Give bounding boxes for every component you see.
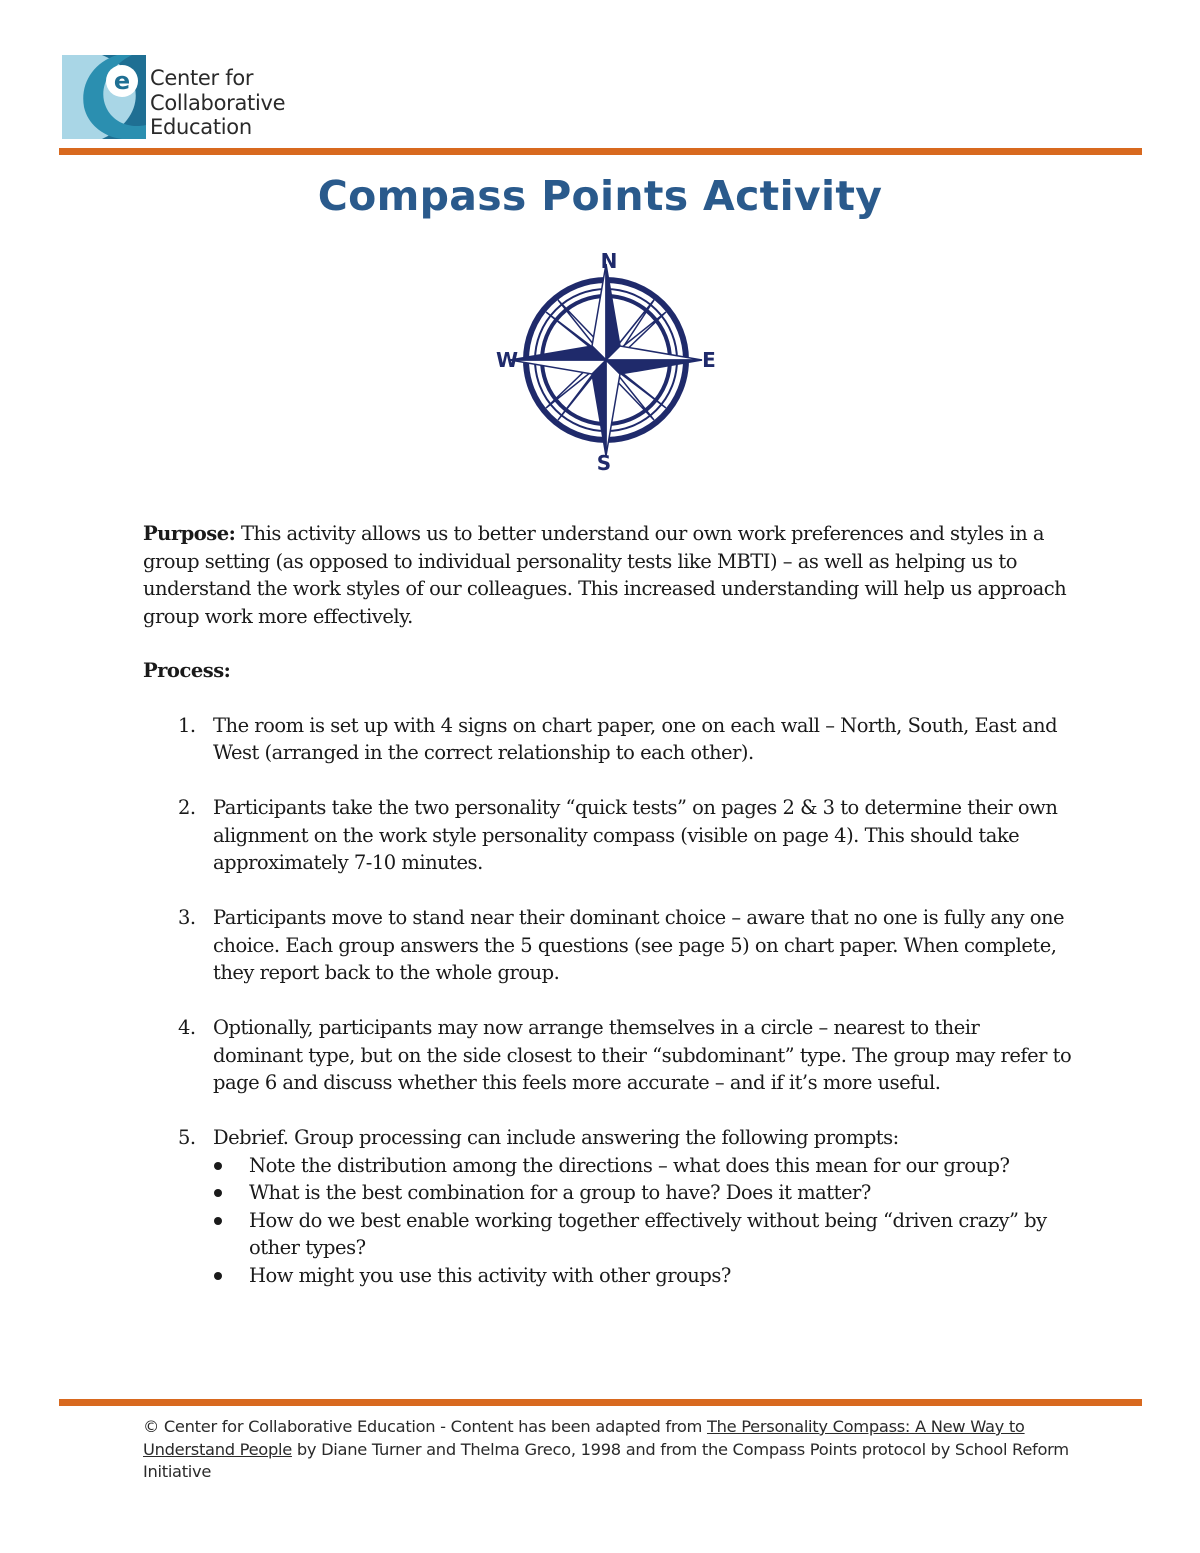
- step-text: Participants move to stand near their dominant choice – aware that no one is fully any one choice. Each group answers the 5 questions (see page 5) on chart paper. When complete, they report back to the whole group.: [213, 906, 1065, 984]
- footer-prefix: © Center for Collaborative Education - Content has been adapted from: [143, 1417, 707, 1436]
- compass-label-w: W: [495, 348, 519, 372]
- step-number: 3.: [178, 906, 196, 929]
- step-number: 1.: [178, 713, 196, 737]
- debrief-prompts-list: [143, 1152, 1073, 1290]
- footer-book-title: The Personality Compass: A New Way to Understand People: [143, 1417, 1025, 1459]
- logo-line-2: Collaborative: [150, 90, 286, 115]
- process-heading: Process:: [143, 659, 231, 682]
- step-text: Debrief. Group processing can include answering the following prompts:: [213, 1126, 899, 1149]
- list-item: [143, 904, 1073, 987]
- prompt-text: How do we best enable working together effectively without being “driven crazy” by other types?: [249, 1208, 1047, 1259]
- compass-label-n: N: [600, 249, 618, 273]
- purpose-text: This activity allows us to better understand our own work preferences and styles in a group setting (as opposed to individual personality tests like MBTI) – as well as helping us to understand the work styles of our colleagues. This increased understanding will help us approach group work more effectively.: [143, 522, 1067, 628]
- step-number: 5.: [178, 1126, 196, 1149]
- compass-label-e: E: [702, 348, 716, 372]
- organization-logo: [62, 55, 302, 140]
- list-item: [143, 1179, 1073, 1207]
- list-item: [143, 1152, 1073, 1180]
- list-item: [143, 712, 1073, 767]
- step-text: The room is set up with 4 signs on chart paper, one on each wall – North, South, East and West (arranged in the correct relationship to each other).: [213, 713, 1058, 764]
- step-number: 4.: [178, 1016, 196, 1039]
- page-title: Compass Points Activity: [317, 172, 883, 220]
- compass-rose-icon: [493, 248, 719, 472]
- purpose-paragraph: [143, 520, 1073, 630]
- bullet-icon: [214, 1272, 222, 1280]
- prompt-text: Note the distribution among the directions – what does this mean for our group?: [249, 1153, 1010, 1177]
- list-item: [143, 1262, 1073, 1290]
- logo-line-3: Education: [150, 115, 252, 139]
- bullet-icon: [214, 1217, 222, 1225]
- logo-mark-letter: e: [113, 67, 131, 95]
- step-text: Participants take the two personality “quick tests” on pages 2 & 3 to determine their own alignment on the work style personality compass (visible on page 4). This should take approximately 7-10 minutes.: [213, 796, 1058, 874]
- logo-line-1: Center for: [150, 66, 254, 90]
- bullet-icon: [214, 1189, 222, 1197]
- purpose-label: Purpose:: [143, 522, 236, 545]
- header-divider: [59, 148, 1142, 155]
- bullet-icon: [214, 1162, 222, 1170]
- list-item: [143, 794, 1073, 877]
- footer-suffix: by Diane Turner and Thelma Greco, 1998 and from the Compass Points protocol by School Reform Initiative: [143, 1439, 1069, 1481]
- logo-wordmark: [150, 66, 285, 140]
- footer-divider: [59, 1399, 1142, 1406]
- prompt-text: What is the best combination for a group to have? Does it matter?: [249, 1181, 871, 1204]
- step-number: 2.: [178, 796, 196, 819]
- list-item: [143, 1014, 1073, 1097]
- compass-label-s: S: [596, 451, 612, 472]
- list-item: [143, 1207, 1073, 1262]
- process-steps-list: [143, 712, 1073, 1152]
- logo-mark-icon: [62, 55, 146, 139]
- document-body: [143, 520, 1073, 1289]
- prompt-text: How might you use this activity with other groups?: [249, 1263, 731, 1287]
- list-item: [143, 1124, 1073, 1152]
- footer-citation: [143, 1416, 1073, 1484]
- step-text: Optionally, participants may now arrange themselves in a circle – nearest to their dominant type, but on the side closest to their “subdominant” type. The group may refer to page 6 and discuss whether this feels more accurate – and if it’s more useful.: [213, 1016, 1072, 1094]
